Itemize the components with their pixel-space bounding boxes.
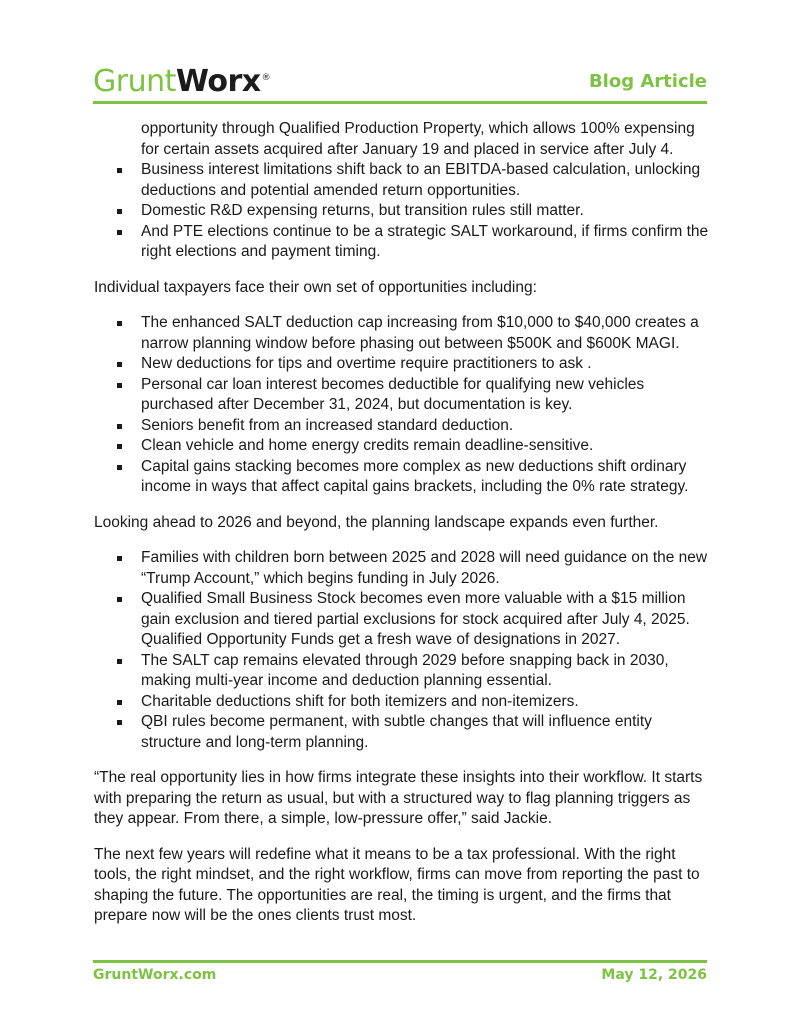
list-item-text: QBI rules become permanent, with subtle changes that will influence entity structure and long-term planning.: [141, 713, 652, 751]
footer-date: May 12, 2026: [601, 967, 707, 983]
quote-paragraph: “The real opportunity lies in how firms integrate these insights into their workflow. It starts with preparing the return as usual, but with a structured way to flag planning triggers as they appear. From there, a simple, low-pressure offer,” said Jackie.: [94, 769, 703, 827]
business-opportunities-list: [94, 119, 710, 263]
bullet-icon: [117, 444, 122, 449]
list-item: [94, 548, 710, 589]
future-planning-list: [94, 548, 710, 753]
list-item-text: The SALT cap remains elevated through 2029 before snapping back in 2030, making multi-year income and deduction planning essential.: [141, 651, 669, 689]
footer-divider: [93, 960, 707, 963]
bullet-icon: [117, 556, 122, 561]
list-item: [94, 712, 710, 753]
paragraph: Individual taxpayers face their own set of opportunities including:: [94, 278, 537, 296]
bullet-icon: [117, 700, 122, 705]
bullet-icon: [117, 424, 122, 429]
list-item-text: The enhanced SALT deduction cap increasing from $10,000 to $40,000 creates a narrow planning window before phasing out between $500K and $600K MAGI.: [141, 314, 699, 352]
list-item-text: And PTE elections continue to be a strategic SALT workaround, if firms confirm the right elections and payment timing.: [141, 222, 709, 260]
paragraph: Looking ahead to 2026 and beyond, the planning landscape expands even further.: [94, 513, 659, 531]
list-item-text: Seniors benefit from an increased standard deduction.: [141, 416, 514, 434]
list-item-continuation: [94, 119, 710, 160]
individual-opportunities-list: [94, 313, 710, 498]
list-item-text: Charitable deductions shift for both itemizers and non-itemizers.: [141, 692, 579, 710]
list-item: [94, 160, 710, 201]
bullet-icon: [117, 659, 122, 664]
blog-article-label: Blog Article: [588, 71, 707, 92]
bullet-icon: [117, 168, 122, 173]
page-header: [93, 58, 707, 102]
registered-mark: ®: [261, 73, 271, 83]
list-item: [94, 651, 710, 692]
list-item-text: Families with children born between 2025 and 2028 will need guidance on the new “Trump Account,” which begins funding in July 2026.: [141, 549, 708, 587]
logo-text-grunt: Grunt: [93, 64, 176, 99]
list-item: [94, 313, 710, 354]
bullet-icon: [117, 720, 122, 725]
bullet-icon: [117, 321, 122, 326]
header-divider: [93, 101, 707, 104]
logo-text-worx: Worx: [175, 64, 261, 99]
list-item: [94, 416, 710, 437]
list-item-text: Business interest limitations shift back to an EBITDA-based calculation, unlocking deductions and potential amended return opportunities.: [141, 161, 701, 199]
list-item: [94, 354, 710, 375]
list-item: [94, 589, 710, 651]
bullet-icon: [117, 383, 122, 388]
list-item: [94, 222, 710, 263]
list-item-text: Qualified Small Business Stock becomes even more valuable with a $15 million gain exclusion and tiered partial exclusions for stock acquired after July 4, 2025. Qualified Opportunity Funds get a fresh wave of designations in 2027.: [141, 590, 690, 648]
gruntworx-logo: [93, 58, 270, 102]
list-item: [94, 457, 710, 498]
bullet-icon: [117, 362, 122, 367]
list-item-text: Clean vehicle and home energy credits remain deadline-sensitive.: [141, 437, 594, 454]
footer-website: GruntWorx.com: [93, 967, 217, 983]
bullet-icon: [117, 597, 122, 602]
list-item-text: Personal car loan interest becomes deductible for qualifying new vehicles purchased after December 31, 2024, but documentation is key.: [141, 375, 645, 413]
list-item-text: New deductions for tips and overtime require practitioners to ask .: [141, 355, 592, 372]
list-item-text: Domestic R&D expensing returns, but transition rules still matter.: [141, 202, 584, 219]
bullet-icon: [117, 230, 122, 235]
bullet-icon: [117, 209, 122, 214]
list-item-text: opportunity through Qualified Production Property, which allows 100% expensing for certain assets acquired after January 19 and placed in service after July 4.: [141, 120, 695, 158]
closing-paragraph: The next few years will redefine what it means to be a tax professional. With the right tools, the right mindset, and the right workflow, firms can move from reporting the past to shaping the future. The opportunities are real, the timing is urgent, and the firms that prepare now will be the ones clients trust most.: [94, 845, 700, 924]
list-item: [94, 436, 710, 457]
list-item: [94, 375, 710, 416]
article-body: [94, 119, 710, 927]
list-item: [94, 692, 710, 713]
list-item: [94, 201, 710, 222]
list-item-text: Capital gains stacking becomes more complex as new deductions shift ordinary income in ways that affect capital gains brackets, including the 0% rate strategy.: [141, 457, 689, 495]
bullet-icon: [117, 465, 122, 470]
